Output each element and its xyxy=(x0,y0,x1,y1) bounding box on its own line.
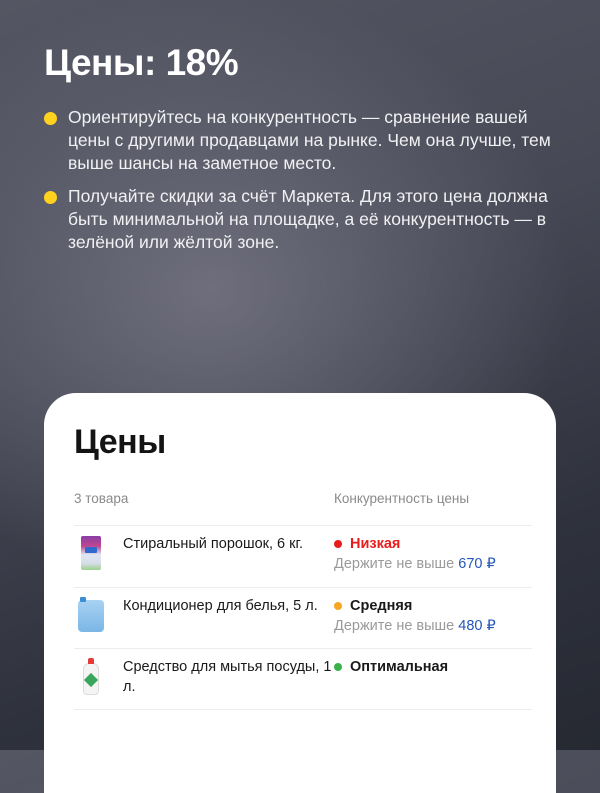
column-header-competitiveness: Конкурентность цены xyxy=(334,491,470,506)
status-label: Низкая xyxy=(350,536,401,552)
table-header xyxy=(74,491,532,526)
washing-powder-icon xyxy=(78,534,104,576)
card-title: Цены xyxy=(74,423,166,461)
recommended-price-link[interactable]: 670 ₽ xyxy=(458,556,496,572)
green-dot-icon xyxy=(334,663,342,671)
table-row[interactable] xyxy=(74,526,532,588)
competitiveness-cell xyxy=(334,657,532,709)
prices-card xyxy=(44,393,556,793)
tip-item xyxy=(44,106,554,175)
column-header-products: 3 товара xyxy=(74,491,129,506)
competitiveness-cell xyxy=(334,596,532,648)
tip-text: Получайте скидки за счёт Маркета. Для этого цена должна быть минимальной на площадке, а её конкурентность — в зелёной или жёлтой зоне. xyxy=(68,186,548,252)
product-name: Стиральный порошок, 6 кг. xyxy=(123,536,304,552)
product-name: Кондиционер для белья, 5 л. xyxy=(123,598,318,614)
prices-table xyxy=(74,491,532,710)
dish-soap-icon xyxy=(78,657,104,699)
status-badge xyxy=(334,596,532,616)
price-hint xyxy=(334,616,532,637)
status-badge xyxy=(334,534,532,554)
product-name: Средство для мытья посуды, 1 л. xyxy=(123,659,332,695)
status-label: Оптимальная xyxy=(350,659,449,675)
orange-dot-icon xyxy=(334,602,342,610)
tip-text: Ориентируйтесь на конкурентность — сравнение вашей цены с другими продавцами на рынке. Чем она лучше, тем выше шансы на заметное место. xyxy=(68,107,551,173)
yellow-bullet-icon xyxy=(44,112,57,125)
table-row[interactable] xyxy=(74,588,532,649)
price-hint xyxy=(334,554,532,575)
red-dot-icon xyxy=(334,540,342,548)
tips-list xyxy=(44,106,554,264)
hint-text: Держите не выше xyxy=(334,618,455,634)
tip-item xyxy=(44,185,554,254)
recommended-price-link[interactable]: 480 ₽ xyxy=(458,618,496,634)
fabric-softener-icon xyxy=(78,596,104,638)
status-label: Средняя xyxy=(350,598,413,614)
page-headline: Цены: 18% xyxy=(44,42,239,83)
hint-text: Держите не выше xyxy=(334,556,455,572)
status-badge xyxy=(334,657,532,677)
competitiveness-cell xyxy=(334,534,532,587)
table-row[interactable] xyxy=(74,649,532,710)
yellow-bullet-icon xyxy=(44,191,57,204)
